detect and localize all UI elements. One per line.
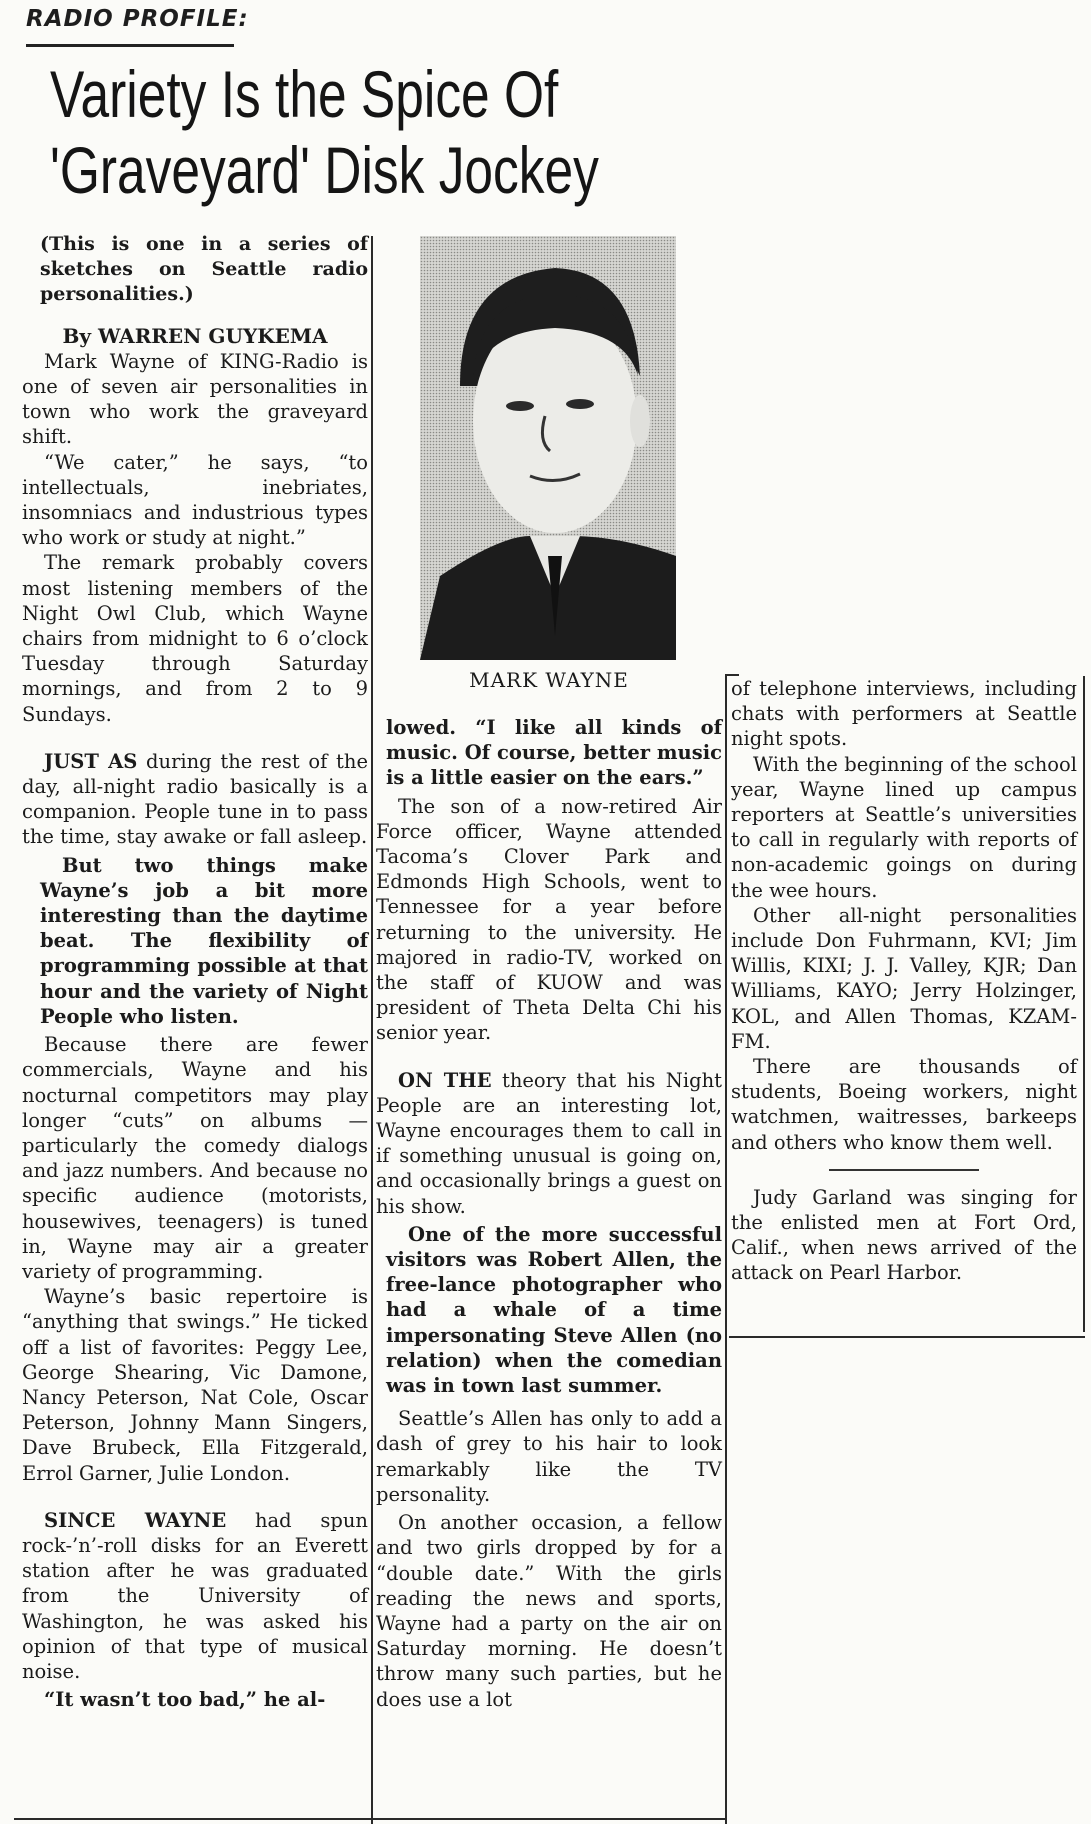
portrait-photo xyxy=(420,236,676,660)
paragraph: lowed. “I like all kinds of music. Of course, better music is a little easier on the ears.” xyxy=(386,716,722,790)
paragraph: Other all-night personalities include Don Fuhrmann, KVI; Jim Willis, KIXI; J. J. Valley, KJR; Dan Williams, KAYO; Jerry Holzinger, KOL, and Allen Thomas, KZAM-FM. xyxy=(731,903,1077,1053)
paragraph-text: during the rest of the day, all-night radio basically is a companion. People tune in to pass the time, stay awake or fall asleep. xyxy=(22,749,368,849)
headline-line-2: 'Graveyard' Disk Jockey xyxy=(50,133,599,207)
paragraph: Seattle’s Allen has only to add a dash of grey to his hair to look remarkably like the TV personality. xyxy=(376,1407,722,1506)
article-column-3 xyxy=(731,676,1077,1286)
paragraph: “We cater,” he says, “to intellectuals, inebriates, insomniacs and industrious types who work or study at night.” xyxy=(22,450,368,550)
paragraph-text: theory that his Night People are an interesting lot, Wayne encourages them to call in if something unusual is going on, and occasionally brings a guest on his show. xyxy=(376,1068,722,1218)
byline: By WARREN GUYKEMA xyxy=(62,323,328,348)
column-rule-1 xyxy=(371,236,373,1824)
highlighted-paragraph: One of the more successful visitors was Robert Allen, the free-lance photographer who had a whale of a time impersonating Steve Allen (no relation) when the comedian was in town last summer. xyxy=(386,1222,722,1398)
portrait-image xyxy=(420,236,676,660)
paragraph: On another occasion, a fellow and two girls dropped by for a “double date.” With the girls reading the news and sports, Wayne had a party on the air on Saturday morning. He doesn’t throw many such parties, but he does use a lot xyxy=(376,1511,722,1711)
page-bottom-rule xyxy=(14,1818,726,1820)
paragraph: “It wasn’t too bad,” he al- xyxy=(44,1688,326,1712)
column-rule-3 xyxy=(1083,676,1085,1332)
photo-caption: MARK WAYNE xyxy=(469,668,629,692)
highlighted-paragraph: But two things make Wayne’s job a bit more interesting than the daytime beat. The flexibility of programming possible at that hour and the variety of Night People who listen. xyxy=(40,853,368,1028)
paragraph: of telephone interviews, including chats with performers at Seattle night spots. xyxy=(731,677,1077,751)
paragraph xyxy=(22,1508,368,1684)
kicker-underline xyxy=(26,44,234,47)
paragraph xyxy=(376,1068,722,1219)
article-column-2 xyxy=(376,715,722,1712)
paragraph-text: had spun rock-’n’-roll disks for an Everett station after he was graduated from the University of Washington, he was asked his opinion of that type of musical noise. xyxy=(22,1508,368,1683)
item-separator xyxy=(829,1169,979,1171)
series-note: (This is one in a series of sketches on Seattle radio personalities.) xyxy=(40,233,368,306)
column-rule-2 xyxy=(725,676,727,1824)
headline xyxy=(50,56,599,208)
paragraph: With the beginning of the school year, Wayne lined up campus reporters at Seattle’s universities to call in regularly with reports of non-academic goings on during the wee hours. xyxy=(731,752,1077,902)
paragraph: Wayne’s basic repertoire is “anything that swings.” He ticked off a list of favorites: Peggy Lee, George Shearing, Vic Damone, Nancy Peterson, Nat Cole, Oscar Peterson, Johnny Mann Singers, Dave Brubeck, Ella Fitzgerald, Errol Garner, Julie London. xyxy=(22,1285,368,1485)
paragraph-lead: JUST AS xyxy=(44,749,138,773)
paragraph xyxy=(22,749,368,850)
paragraph: The remark probably covers most listening members of the Night Owl Club, which Wayne chairs from midnight to 6 o’clock Tuesday through Saturday mornings, and from 2 to 9 Sundays. xyxy=(22,551,368,726)
section-kicker: RADIO PROFILE: xyxy=(26,6,249,32)
filler-bottom-rule xyxy=(729,1336,1085,1338)
paragraph: Mark Wayne of KING-Radio is one of seven air personalities in town who work the graveyard shift. xyxy=(22,349,368,449)
headline-line-1: Variety Is the Spice Of xyxy=(50,57,559,131)
article-column-1 xyxy=(22,232,368,1712)
paragraph-lead: ON THE xyxy=(398,1068,492,1092)
paragraph: Because there are fewer commercials, Wayne and his nocturnal competitors may play longer “cuts” on albums —particularly the comedy dialogs and jazz numbers. And because no specific audience (motorists, housewives, teenagers) is tuned in, Wayne may air a greater variety of programming. xyxy=(22,1033,368,1283)
paragraph: There are thousands of students, Boeing workers, night watchmen, waitresses, barkeeps and others who know them well. xyxy=(731,1055,1077,1154)
paragraph-lead: SINCE WAYNE xyxy=(44,1508,227,1532)
paragraph: The son of a now-retired Air Force officer, Wayne attended Tacoma’s Clover Park and Edmonds High Schools, went to Tennessee for a year before returning to the university. He majored in radio-TV, worked on the staff of KUOW and was president of Theta Delta Chi his senior year. xyxy=(376,794,722,1045)
filler-item: Judy Garland was singing for the enlisted men at Fort Ord, Calif., when news arrived of the attack on Pearl Harbor. xyxy=(731,1185,1077,1285)
